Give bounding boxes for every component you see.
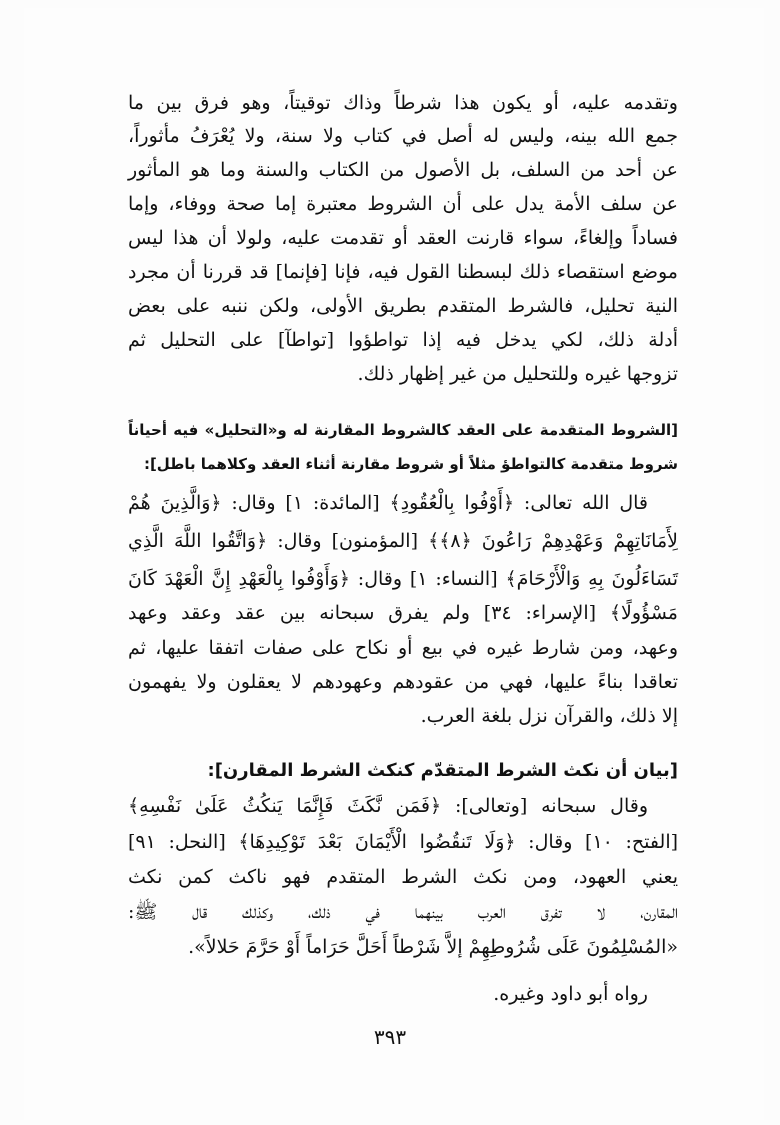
section-heading: [الشروط المتقدمة على العقد كالشروط المقارنة له و«التحليل» فيه أحياناً xyxy=(128,421,678,439)
text-line: مَسْؤُولًا﴾ [الإسراء: ٣٤] ولم يفرق سبحانه بين عقد وعقد وعهد xyxy=(128,602,678,624)
text-line: فساداً وإلغاءً، سواء قارنت العقد أو تقدمت عليه، ولولا أن هذا ليس xyxy=(128,227,678,249)
text-line: موضع استقصاء ذلك لبسطنا القول فيه، فإنا [فإنما] قد قررنا أن مجرد xyxy=(128,261,678,283)
page-number: ٣٩٣ xyxy=(373,1025,407,1049)
text-line: تعاقدا بناءً عليها، فهي من عقودهم وعهودهم لا يعقلون ولا يفهمون xyxy=(128,671,678,693)
text-line: وعهد، ومن شارط غيره في بيع أو نكاح على صفات اتفقا عليها، ثم xyxy=(128,637,678,659)
text-line: جمع الله بينه، وليس له أصل في كتاب ولا سنة، ولا يُعْرَفُ مأثوراً، xyxy=(128,125,678,147)
text-line: أدلة ذلك، لكي يدخل فيه إذا تواطؤوا [تواطآ] على التحليل ثم xyxy=(128,329,678,351)
section-heading: شروط متقدمة كالتواطؤ مثلاً أو شروط مقارنة أثناء العقد وكلاهما باطل]: xyxy=(143,455,678,473)
text-line: وقال سبحانه [وتعالى]: ﴿فَمَن نَّكَثَ فَإِنَّمَا يَنكُثُ عَلَىٰ نَفْسِهِ﴾ xyxy=(128,795,648,817)
text-line: عن أحد من السلف، بل الأصول من الكتاب والسنة وما هو المأثور xyxy=(128,159,678,181)
text-line: رواه أبو داود وغيره. xyxy=(493,983,648,1005)
text-line: تَسَاءَلُونَ بِهِ وَالْأَرْحَامَ﴾ [النساء: ١] وقال: ﴿وَأَوْفُوا بِالْعَهْدِ إِنَّ الْعَهْدَ كَانَ xyxy=(128,568,678,590)
text-line: «المُسْلِمُونَ عَلَى شُرُوطِهِمْ إلاَّ شَرْطاً أَحَلَّ حَرَاماً أَوْ حَرَّمَ حَلالاً». xyxy=(188,936,678,958)
text-line: عن سلف الأمة يدل على أن الشروط معتبرة إما صحة ووفاء، وإما xyxy=(128,193,678,215)
text-line: تزوجها غيره وللتحليل من غير إظهار ذلك. xyxy=(357,363,678,385)
text-line: إلا ذلك، والقرآن نزل بلغة العرب. xyxy=(420,705,678,727)
text-line: لِأَمَانَاتِهِمْ وَعَهْدِهِمْ رَاعُونَ ﴿٨﴾﴾ [المؤمنون] وقال: ﴿وَاتَّقُوا اللَّهَ الَّذِي xyxy=(128,530,678,552)
text-line: قال الله تعالى: ﴿أَوْفُوا بِالْعُقُودِ﴾ [المائدة: ١] وقال: ﴿وَالَّذِينَ هُمْ xyxy=(128,492,648,514)
text-line: المقارن، لا تفرق العرب بينهما في ذلك، وكذلك قال ﷺ: xyxy=(128,901,678,923)
text-line: النية تحليل، فالشرط المتقدم بطريق الأولى، ولكن ننبه على بعض xyxy=(128,295,678,317)
text-line: وتقدمه عليه، أو يكون هذا شرطاً وذاك توقيتاً، وهو فرق بين ما xyxy=(128,92,678,114)
text-line: [الفتح: ١٠] وقال: ﴿وَلَا تَنقُضُوا الْأَيْمَانَ بَعْدَ تَوْكِيدِهَا﴾ [النحل: ٩١] xyxy=(128,831,679,853)
text-line: يعني العهود، ومن نكث الشرط المتقدم فهو ناكث كمن نكث xyxy=(128,866,678,888)
section-heading: [بيان أن نكث الشرط المتقدّم كنكث الشرط المقارن]: xyxy=(207,760,678,781)
